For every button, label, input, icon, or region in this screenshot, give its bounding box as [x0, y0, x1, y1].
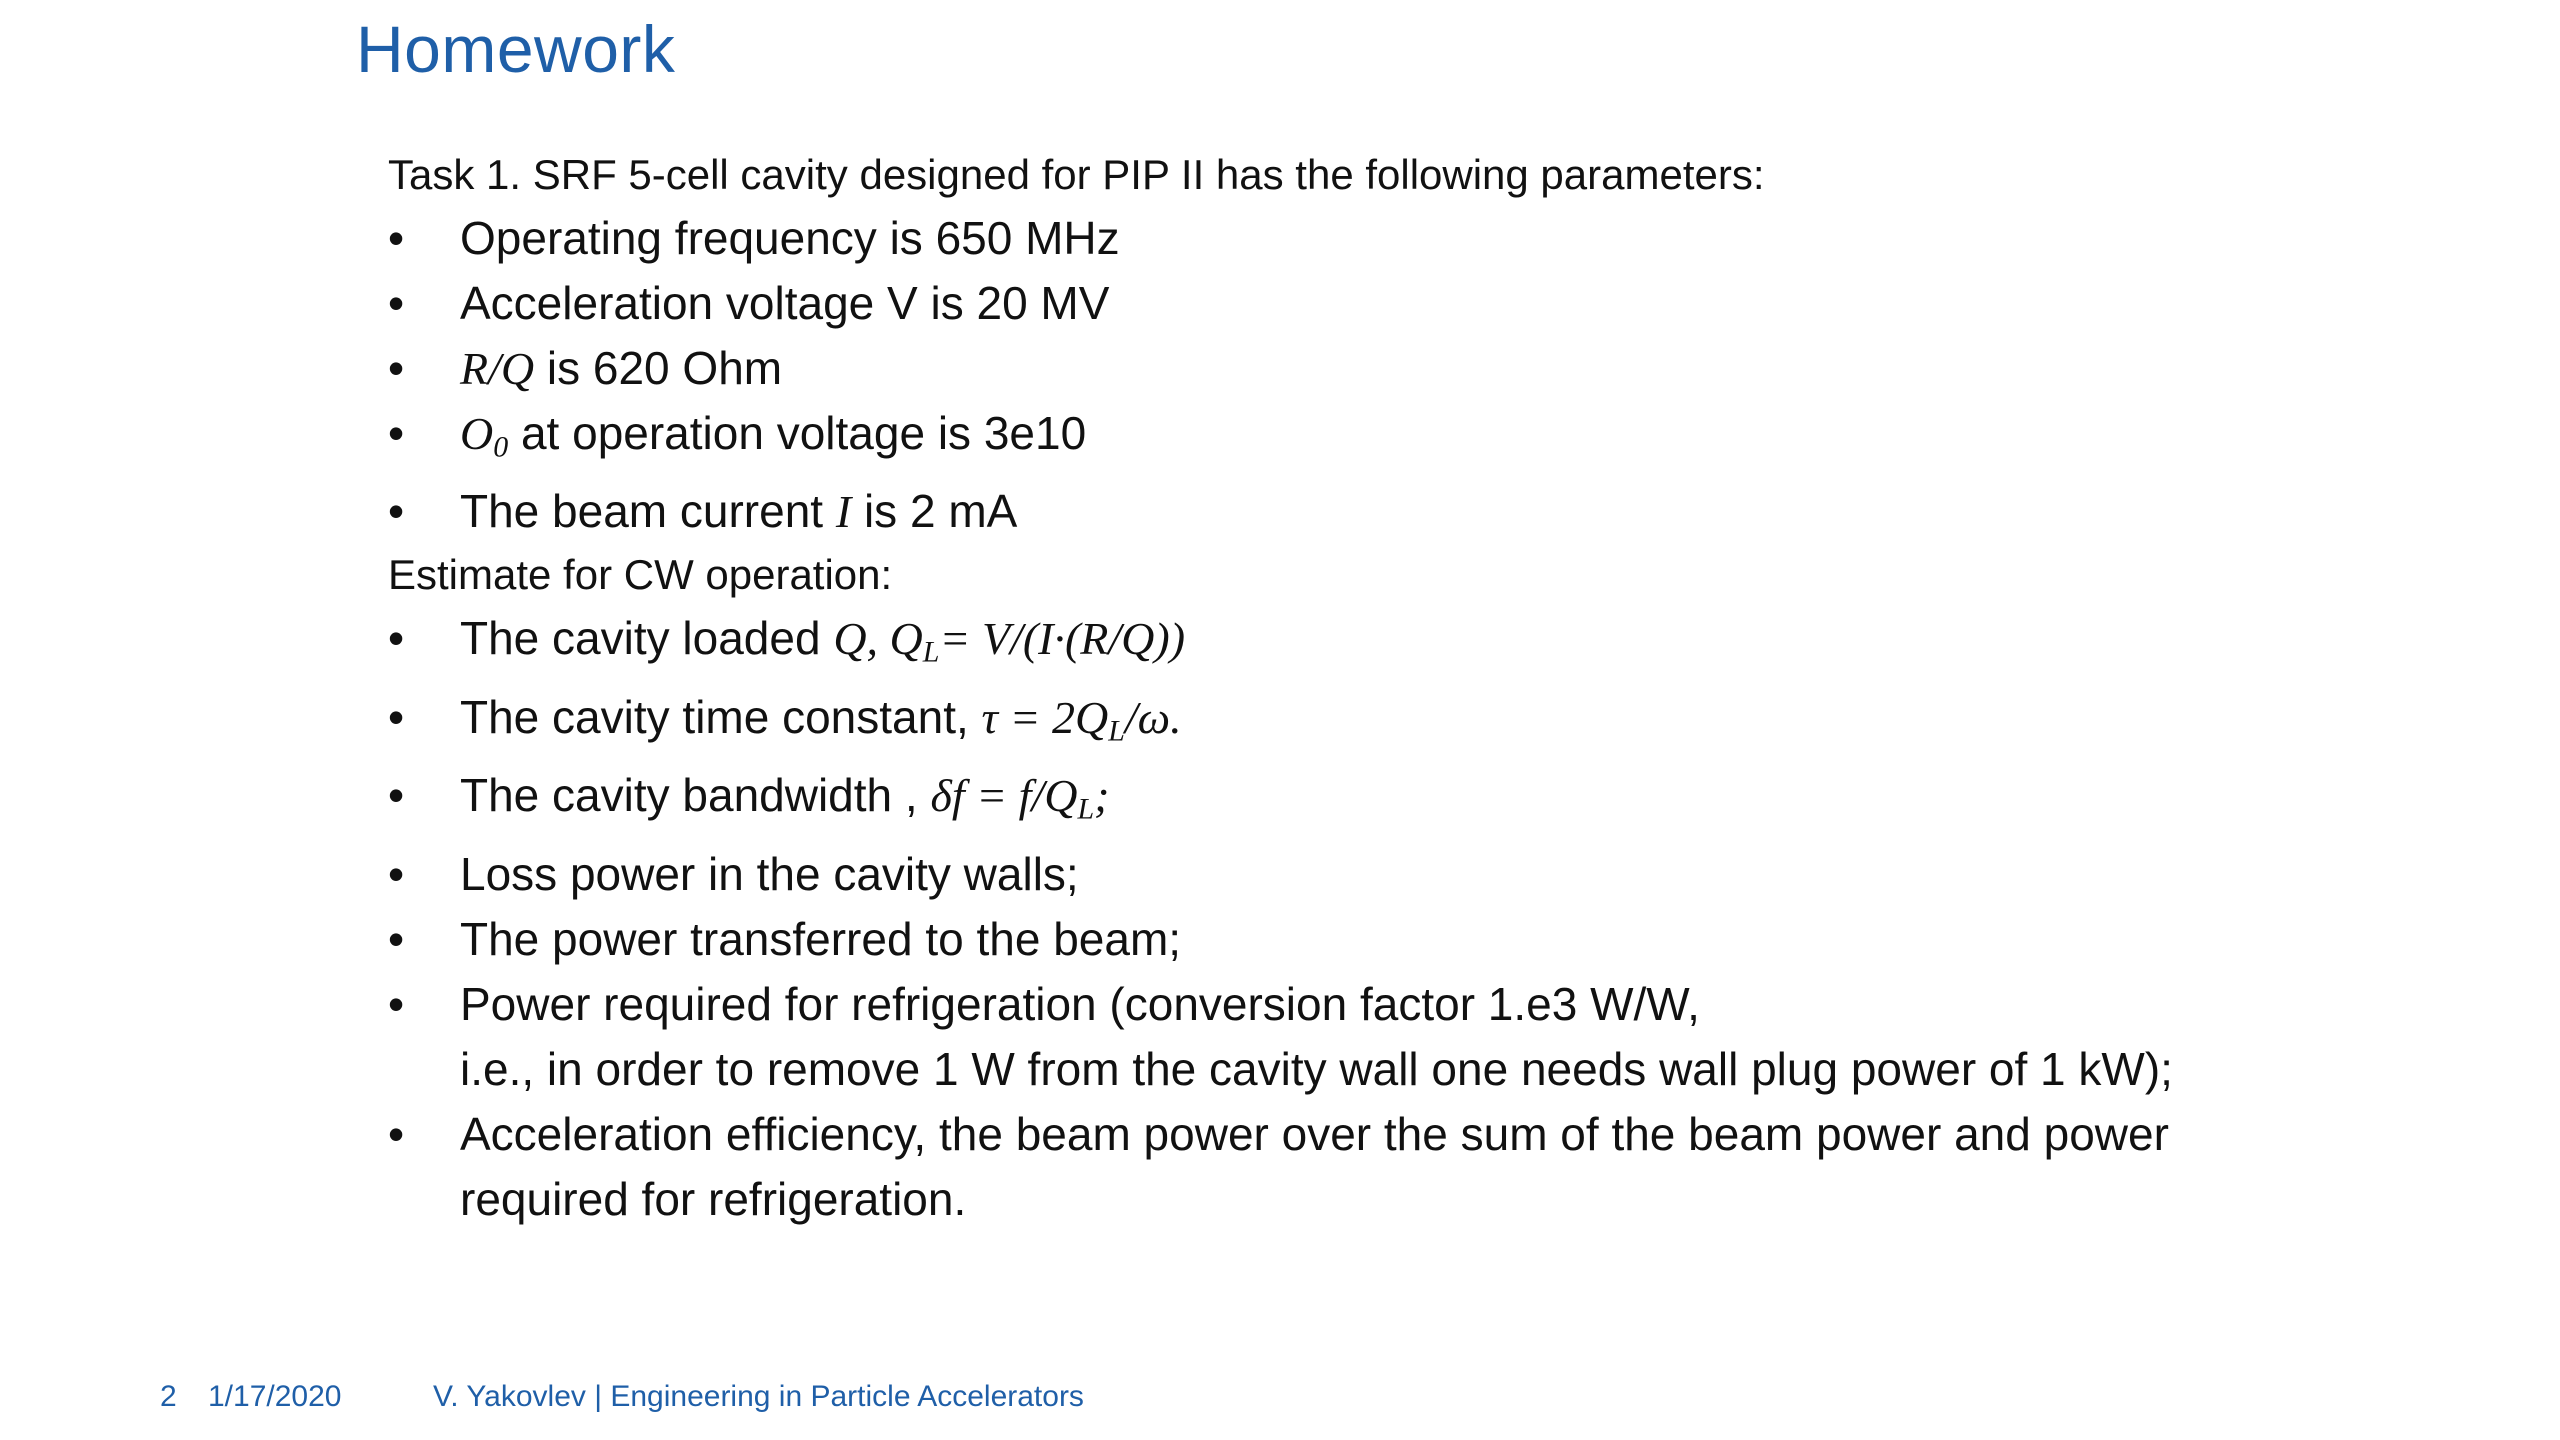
- math-symbol: [460, 408, 509, 464]
- bullet-icon: •: [388, 847, 405, 900]
- task-text: [460, 972, 2388, 1102]
- bullet-icon: •: [388, 977, 405, 1030]
- bullet-icon: •: [388, 1107, 405, 1160]
- math-part: ;: [1094, 770, 1110, 822]
- task-prefix: The cavity bandwidth ,: [460, 769, 931, 822]
- math-subscript: L: [1077, 792, 1095, 826]
- estimate-intro: Estimate for CW operation:: [388, 551, 893, 599]
- math-base: O: [460, 408, 494, 459]
- math-formula: [981, 691, 1182, 748]
- math-part: Q, Q: [833, 613, 923, 665]
- parameter-item-r-over-q: [388, 336, 2388, 401]
- slide-body: [388, 144, 2388, 1232]
- task-text: The power transferred to the beam;: [460, 912, 1182, 965]
- parameter-suffix: at operation voltage is 3e10: [508, 407, 1087, 459]
- math-symbol: I: [835, 486, 852, 538]
- task-list: [388, 606, 2388, 1231]
- task-text: [460, 763, 2388, 841]
- bullet-icon: •: [388, 277, 405, 329]
- bullet-icon: •: [388, 769, 405, 822]
- bullet-icon: •: [388, 342, 405, 394]
- task-intro: Task 1. SRF 5-cell cavity designed for PIP II has the following parameters:: [388, 151, 1765, 198]
- task-line-1: Acceleration efficiency, the beam power over the sum of the beam power and power: [460, 1107, 2169, 1160]
- parameter-text: [460, 479, 2388, 544]
- footer-date: 1/17/2020: [208, 1380, 342, 1413]
- task-item-refrigeration: [388, 972, 2388, 1102]
- parameter-suffix: is 2 mA: [851, 485, 1018, 538]
- math-formula: [833, 613, 1186, 669]
- task-text: [460, 606, 2388, 684]
- parameter-text: [460, 401, 2388, 479]
- math-subscript: 0: [493, 430, 509, 464]
- bullet-icon: •: [388, 485, 405, 538]
- task-item-efficiency: [388, 1102, 2388, 1232]
- task-item-beam-power: [388, 907, 2388, 972]
- parameter-list: [388, 206, 2388, 544]
- footer-author-course: V. Yakovlev | Engineering in Particle Accelerators: [433, 1380, 1084, 1413]
- task-prefix: The cavity loaded: [460, 612, 834, 665]
- task-line-2: i.e., in order to remove 1 W from the cavity wall one needs wall plug power of 1 kW);: [460, 1042, 2173, 1095]
- math-part: /ω.: [1124, 691, 1182, 743]
- parameter-item-beam-current: [388, 479, 2388, 544]
- bullet-icon: •: [388, 912, 405, 965]
- task-item-loss-power: [388, 842, 2388, 907]
- task-line-2: required for refrigeration.: [460, 1172, 967, 1225]
- task-item-bandwidth: [388, 763, 2388, 841]
- math-part: τ = 2Q: [981, 691, 1109, 743]
- bullet-icon: •: [388, 212, 405, 264]
- task-line-1: Power required for refrigeration (conversion factor 1.e3 W/W,: [460, 977, 1700, 1030]
- task-text: Loss power in the cavity walls;: [460, 847, 1079, 900]
- math-part: δf = f/Q: [930, 770, 1078, 822]
- task-item-time-constant: [388, 685, 2388, 763]
- task-text: [460, 1102, 2388, 1232]
- task-item-loaded-q: [388, 606, 2388, 684]
- bullet-icon: •: [388, 407, 405, 459]
- parameter-item-frequency: [388, 206, 2388, 271]
- math-symbol: R/Q: [460, 343, 535, 394]
- math-subscript: L: [922, 635, 940, 669]
- parameter-item-voltage: [388, 271, 2388, 336]
- bullet-icon: •: [388, 612, 405, 665]
- parameter-text: Operating frequency is 650 MHz: [460, 212, 1120, 264]
- bullet-icon: •: [388, 690, 405, 743]
- math-subscript: L: [1108, 714, 1125, 748]
- page-number: 2: [160, 1380, 177, 1413]
- parameter-prefix: The beam current: [460, 485, 836, 538]
- parameter-item-q0: [388, 401, 2388, 479]
- task-text: [460, 685, 2388, 763]
- math-formula: [930, 770, 1110, 826]
- task-prefix: The cavity time constant,: [460, 690, 982, 743]
- slide-title: Homework: [356, 12, 676, 86]
- slide-footer: [160, 1380, 1084, 1414]
- parameter-text: [460, 336, 2388, 401]
- math-part: = V/(I·(R/Q)): [939, 613, 1186, 665]
- parameter-suffix: is 620 Ohm: [534, 342, 783, 394]
- parameter-text: Acceleration voltage V is 20 MV: [460, 277, 1110, 329]
